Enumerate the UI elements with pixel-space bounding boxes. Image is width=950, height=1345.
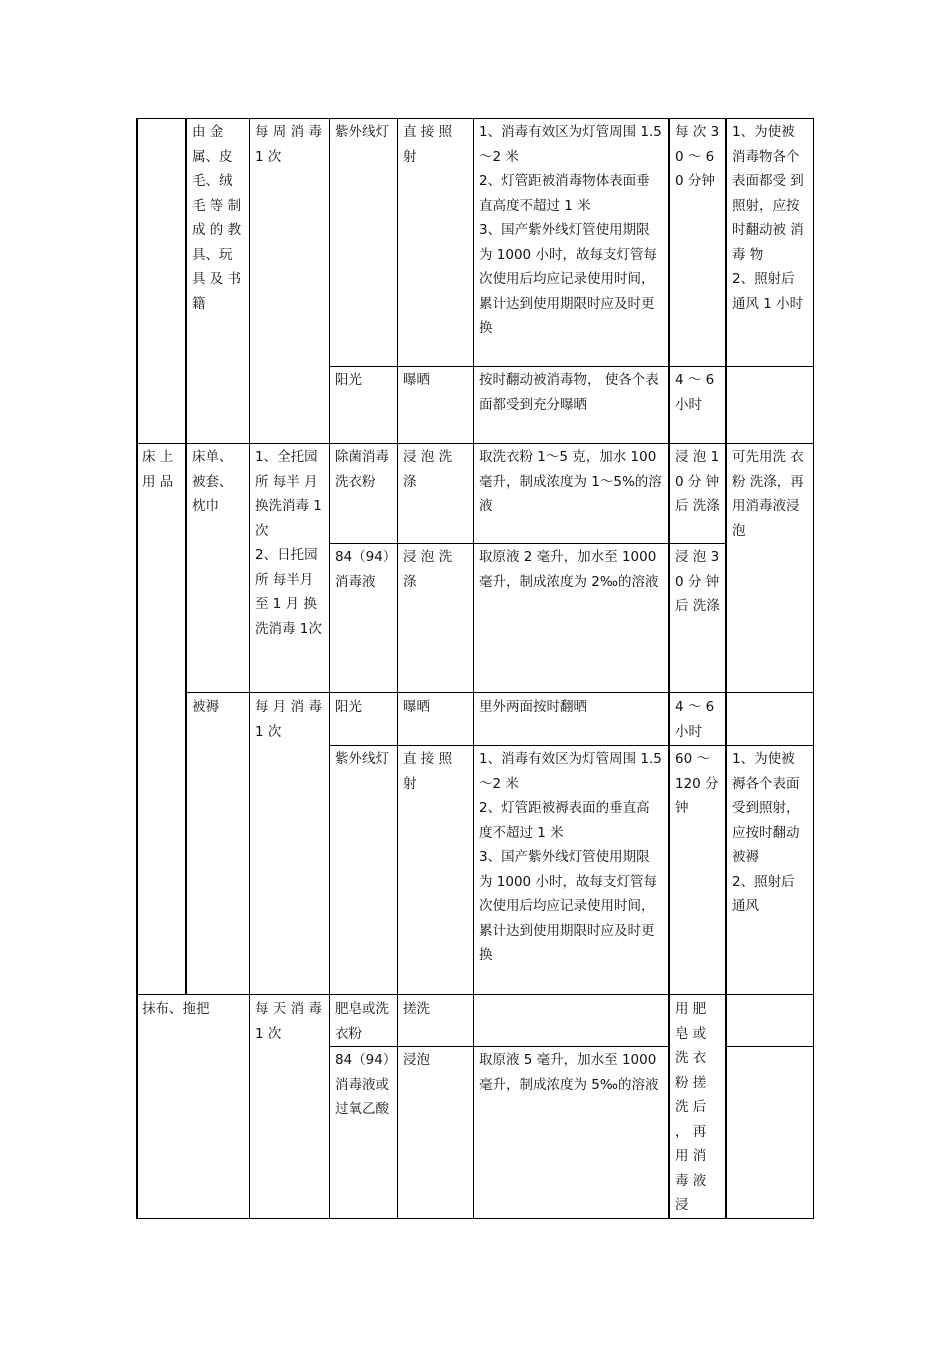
cell-method: 直 接 照 射 xyxy=(403,751,453,792)
column-line xyxy=(249,118,250,1219)
cell-duration: 每 次 30 ～ 60 分钟 xyxy=(675,124,720,189)
cell-note: 1、为使被褥各个表面受到照射，应按时翻动被褥 2、照射后通风 xyxy=(732,751,800,914)
column-line xyxy=(668,118,670,1219)
cell-agent: 紫外线灯 xyxy=(335,751,389,767)
cell-item: 被褥 xyxy=(192,699,219,715)
cell-agent: 84（94）消毒液或过氧乙酸 xyxy=(335,1052,390,1117)
cell-detail: 里外两面按时翻晒 xyxy=(479,699,587,715)
cell-method: 浸 泡 洗 涤 xyxy=(403,449,453,490)
cell-duration: 浸 泡 10 分 钟 后 洗涤 xyxy=(675,449,720,514)
cell-agent: 肥皂或洗衣粉 xyxy=(335,1001,389,1042)
row-line xyxy=(329,745,814,746)
cell-agent: 84（94）消毒液 xyxy=(335,549,390,590)
cell-duration: 4 ～ 6 小时 xyxy=(675,699,715,740)
table-border-right xyxy=(813,118,814,1219)
cell-method: 直 接 照 射 xyxy=(403,124,453,165)
cell-duration: 用 肥 皂 或 洗 衣 粉 搓 洗 后 ， 再 用 消 毒 液 浸 xyxy=(675,1001,707,1213)
table-border-bottom xyxy=(136,1218,814,1219)
cell-duration: 60 ～ 120 分钟 xyxy=(675,751,719,816)
cell-detail: 按时翻动被消毒物， 使各个表面都受到充分曝晒 xyxy=(479,372,659,413)
cell-detail: 1、消毒有效区为灯管周围 1.5～2 米 2、灯管距被消毒物体表面垂直高度不超过 1 米 3、国产紫外线灯管使用期限为 1000 小时，故每支灯管每次使用后均应记录使用时间， 累计达到使用期限时应及时更换 xyxy=(479,124,662,336)
cell-detail: 取原液 2 毫升，加水至 1000 毫升，制成浓度为 2‰的溶液 xyxy=(479,549,659,590)
cell-frequency: 每 周 消 毒 1 次 xyxy=(255,124,322,165)
cell-method: 浸泡 xyxy=(403,1052,430,1068)
cell-detail: 取原液 5 毫升，加水至 1000 毫升，制成浓度为 5‰的溶液 xyxy=(479,1052,659,1093)
cell-agent: 阳光 xyxy=(335,699,362,715)
cell-detail: 1、消毒有效区为灯管周围 1.5～2 米 2、灯管距被褥表面的垂直高度不超过 1 米 3、国产紫外线灯管使用期限为 1000 小时，故每支灯管每次使用后均应记录使用时间， 累计达到使用期限时应及时更换 xyxy=(479,751,662,963)
cell-frequency: 每 天 消 毒 1 次 xyxy=(255,1001,322,1042)
cell-category: 抹布、拖把 xyxy=(142,1001,210,1017)
row-line xyxy=(136,994,814,995)
row-line xyxy=(185,692,814,693)
cell-agent: 阳光 xyxy=(335,372,362,388)
row-line xyxy=(329,543,726,544)
column-line xyxy=(185,118,187,994)
row-line xyxy=(726,1046,814,1047)
cell-frequency: 每 月 消 毒 1 次 xyxy=(255,699,322,740)
row-line xyxy=(136,443,814,444)
row-line xyxy=(329,1046,669,1047)
cell-detail: 取洗衣粉 1～5 克，加水 100 毫升，制成浓度为 1～5%的溶液 xyxy=(479,449,662,514)
cell-item: 由 金 属、皮 毛、绒 毛 等 制 成 的 教 具、玩 具 及 书籍 xyxy=(192,124,242,312)
cell-method: 搓洗 xyxy=(403,1001,430,1017)
disinfection-table xyxy=(136,118,814,1219)
cell-method: 曝晒 xyxy=(403,699,430,715)
cell-item: 床单、被套、枕巾 xyxy=(192,449,233,514)
row-line xyxy=(329,366,814,367)
cell-method: 浸 泡 洗 涤 xyxy=(403,549,453,590)
table-border-left xyxy=(136,118,138,1219)
column-line xyxy=(397,118,398,1219)
cell-category: 床 上 用 品 xyxy=(142,449,174,490)
column-line xyxy=(473,118,474,1219)
cell-method: 曝晒 xyxy=(403,372,430,388)
table-border-top xyxy=(136,118,814,119)
cell-duration: 4 ～ 6 小时 xyxy=(675,372,715,413)
cell-frequency: 1、全托园 所 每半 月 换洗消毒 1 次 2、日托园 所 每半月至 1 月 换 洗消毒 1次 xyxy=(255,449,322,637)
column-line xyxy=(329,118,330,1219)
cell-note: 1、为使被消毒物各个表面都受 到 照射，应按时翻动被 消 毒 物 2、照射后通风 1 小时 xyxy=(732,124,804,312)
cell-agent: 除菌消毒洗衣粉 xyxy=(335,449,389,490)
cell-duration: 浸 泡 30 分 钟 后 洗涤 xyxy=(675,549,720,614)
cell-note: 可先用洗 衣 粉 洗涤，再用消毒液浸泡 xyxy=(732,449,804,539)
column-line xyxy=(725,118,727,1219)
cell-agent: 紫外线灯 xyxy=(335,124,389,140)
